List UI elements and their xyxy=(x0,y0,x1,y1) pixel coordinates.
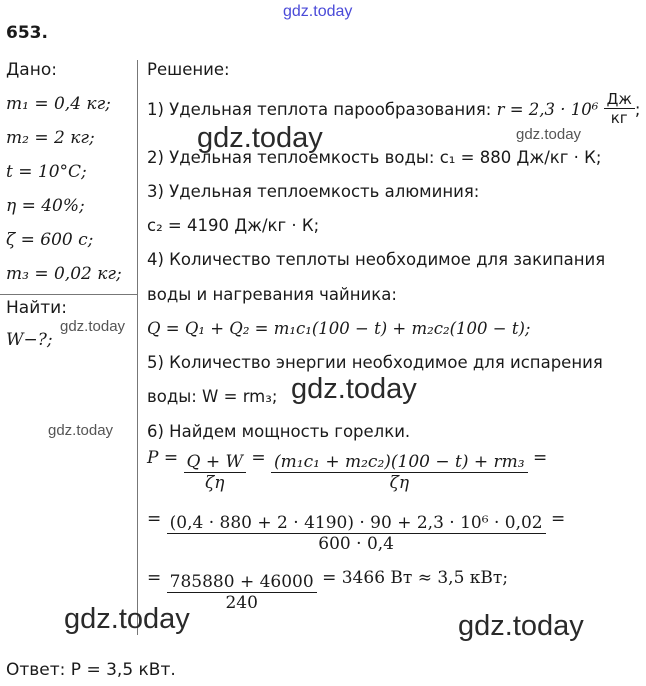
watermark: gdz.today xyxy=(516,126,582,143)
eq1-f1-den: ζη xyxy=(184,472,246,493)
eq1-fraction-2 xyxy=(271,452,528,493)
vertical-divider xyxy=(137,60,138,635)
given-item: ζ = 600 с; xyxy=(6,230,94,250)
eq2-end: = xyxy=(551,509,566,529)
eq1-fraction-1 xyxy=(184,452,246,493)
line1-fraction xyxy=(604,90,635,127)
watermark: gdz.today xyxy=(197,122,323,154)
solution-line-2: 2) Удельная теплоемкость воды: c₁ = 880 Дж/кг · К; xyxy=(147,148,602,167)
eq1-f1-num: Q + W xyxy=(186,452,243,472)
answer: Ответ: P = 3,5 кВт. xyxy=(6,660,176,680)
line1-formula: r = 2,3 · 10⁶ xyxy=(496,100,599,119)
solution-line-9: воды: W = rm₃; xyxy=(147,387,278,406)
solution-line-10: 6) Найдем мощность горелки. xyxy=(147,422,411,441)
solution-title: Решение: xyxy=(147,60,230,79)
eq1-end: = xyxy=(533,448,548,468)
eq3-result: = 3466 Вт ≈ 3,5 кВт; xyxy=(322,568,509,588)
watermark: gdz.today xyxy=(458,610,584,642)
given-item: η = 40%; xyxy=(6,196,85,216)
line1-frac-num: Дж xyxy=(606,90,632,108)
eq2-den: 600 · 0,4 xyxy=(167,533,546,554)
solution-line-3: 3) Удельная теплоемкость алюминия: xyxy=(147,182,480,201)
given-title: Дано: xyxy=(6,60,57,80)
find-value: W−?; xyxy=(6,330,53,350)
eq1-eq: = xyxy=(251,448,266,468)
given-item: m₂ = 2 кг; xyxy=(6,128,95,148)
find-title: Найти: xyxy=(6,298,67,318)
horizontal-divider xyxy=(0,294,138,295)
eq2-fraction xyxy=(167,513,546,554)
eq3-den: 240 xyxy=(167,592,317,613)
watermark-top: gdz.today xyxy=(283,3,353,20)
eq3-lhs: = xyxy=(147,568,162,588)
equation-1 xyxy=(147,448,548,493)
solution-line-4: c₂ = 4190 Дж/кг · К; xyxy=(147,216,320,235)
problem-number: 653. xyxy=(6,23,48,43)
given-item: m₃ = 0,02 кг; xyxy=(6,264,122,284)
watermark: gdz.today xyxy=(64,603,190,635)
solution-line-8: 5) Количество энергии необходимое для испарения xyxy=(147,353,603,372)
eq2-num: (0,4 · 880 + 2 · 4190) · 90 + 2,3 · 10⁶ · 0,02 xyxy=(169,513,543,533)
eq1-lhs: P = xyxy=(147,448,179,468)
eq3-num: 785880 + 46000 xyxy=(169,572,314,592)
watermark: gdz.today xyxy=(60,318,126,335)
solution-line-6: воды и нагревания чайника: xyxy=(147,285,397,304)
eq1-f2-num: (m₁c₁ + m₂c₂)(100 − t) + rm₃ xyxy=(274,452,525,472)
given-item: t = 10°C; xyxy=(6,162,87,182)
solution-line-5: 4) Количество теплоты необходимое для закипания xyxy=(147,250,606,269)
line1-end: ; xyxy=(634,100,641,119)
line1-text: 1) Удельная теплота парообразования: xyxy=(147,100,497,119)
equation-2 xyxy=(147,509,566,554)
equation-3 xyxy=(147,568,509,613)
given-item: m₁ = 0,4 кг; xyxy=(6,94,111,114)
line1-frac-den: кг xyxy=(604,108,635,127)
watermark: gdz.today xyxy=(291,373,417,405)
watermark: gdz.today xyxy=(48,422,114,439)
eq2-lhs: = xyxy=(147,509,162,529)
eq1-f2-den: ζη xyxy=(271,472,528,493)
solution-line-7: Q = Q₁ + Q₂ = m₁c₁(100 − t) + m₂c₂(100 − t); xyxy=(147,319,531,338)
